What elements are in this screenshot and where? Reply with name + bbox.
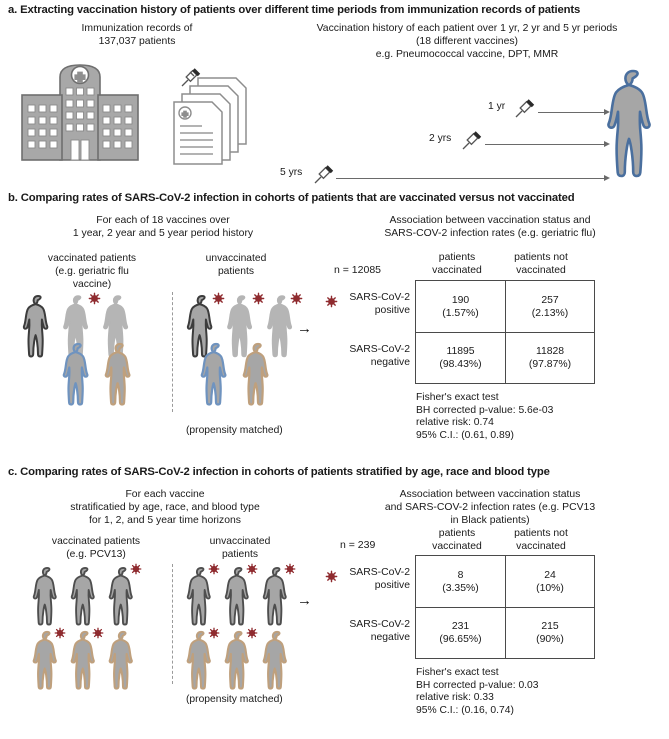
cell-count: 215 [541,621,559,632]
panel-b-title: b. Comparing rates of SARS-CoV-2 infection in cohorts of patients that are vaccinated versus not vaccinated [8,192,575,204]
panel-a-left-caption-line2: 137,037 patients [98,36,176,47]
cell-percent: (10%) [536,582,564,594]
panel-a-title: a. Extracting vaccination history of patients over different time periods from immunization records of patients [8,4,581,16]
panel-a-right-caption-line2: (18 different vaccines) [415,36,519,47]
cell-percent: (90%) [536,634,564,645]
cell-percent: (1.57%) [442,307,479,319]
stats-confidence-interval: 95% C.I.: (0.61, 0.89) [416,429,514,441]
row-header-line: SARS-CoV-2 [349,344,410,355]
panel-b-col-header-vaccinated [418,252,496,277]
panel-a [0,4,669,178]
table-cell [505,332,594,383]
cell-percent: (3.35%) [442,582,479,594]
col-header-line: patients [438,252,476,263]
hospital-icon [16,61,144,165]
cell-count: 11828 [535,346,565,357]
cohort-label-line: unvaccinated [209,536,271,547]
panel-c-title: c. Comparing rates of SARS-CoV-2 infection in cohorts of patients stratified by age, race and blood type [8,466,550,478]
panel-c-cohort-vaccinated-label [22,535,170,561]
table-cell [505,556,594,607]
panel-a-left-caption-line1: Immunization records of [81,23,193,34]
virus-icon [284,563,296,575]
person-icon-dark [186,566,216,626]
virus-icon [208,627,220,639]
panel-b-stats [416,392,553,442]
cell-count: 11895 [446,346,475,357]
stats-pvalue: BH corrected p-value: 0.03 [416,679,539,691]
stats-test-name: Fisher's exact test [416,392,499,403]
table-cell [505,281,594,332]
panel-c-col-header-not-vaccinated [497,528,585,553]
panel-b [0,192,669,441]
panel-a-right-caption-line1: Vaccination history of each patient over 1 yr, 2 yr and 5 yr periods [316,23,618,34]
panel-c-cohort-unvaccinated-label [180,535,300,561]
cell-count: 231 [451,621,470,632]
cell-count: 24 [544,569,556,581]
cohort-label-line: (e.g. geriatric flu [55,266,129,277]
panel-b-cohort-unvaccinated-label [176,252,296,278]
row-header-line: SARS-CoV-2 [349,292,410,303]
col-header-line: patients not [514,252,568,263]
person-icon-dark [32,566,62,626]
col-header-line: vaccinated [516,264,566,276]
cell-percent: (98.43%) [439,359,482,370]
cohort-label-line: vaccinated patients [47,253,137,264]
stats-relative-risk: relative risk: 0.74 [416,417,494,429]
timeline-line-5yrs [336,178,605,179]
timeline-label-2yrs: 2 yrs [429,133,452,144]
person-icon-tan [224,630,254,690]
timeline-line-2yrs [485,144,605,145]
cell-count: 8 [457,569,464,581]
stats-relative-risk: relative risk: 0.33 [416,692,494,704]
panel-c-right-caption-line1: Association between vaccination status [399,489,581,500]
panel-c-right-caption [330,488,650,527]
person-icon-tan [32,630,62,690]
table-cell [505,607,594,658]
syringe-icon [459,127,485,153]
person-icon-blue [62,342,94,406]
cell-percent: (96.65%) [439,634,482,645]
panel-c-flow-arrow: → [297,592,312,609]
panel-b-cohort-vaccinated-label [22,252,162,291]
panel-c-stats [416,667,538,717]
cohort-label-line: patients [221,549,259,560]
person-icon-dark [22,294,54,358]
col-header-line: vaccinated [516,540,566,552]
panel-c-row-header-positive [334,567,410,592]
panel-c-left-caption [20,488,310,527]
row-header-line: negative [370,631,410,643]
panel-c-row-header-negative [334,619,410,644]
panel-b-row-header-positive [334,292,410,317]
panel-c-left-caption-line2: stratificatied by age, race, and blood type [70,502,260,513]
panel-c-sample-size: n = 239 [340,539,376,551]
panel-c-left-caption-line3: for 1, 2, and 5 year time horizons [89,515,241,526]
panel-b-right-caption [330,214,650,240]
syringe-icon [311,161,337,187]
cohort-divider [172,564,173,684]
panel-b-flow-arrow: → [297,320,312,337]
panel-b-propensity-note: (propensity matched) [186,425,283,436]
virus-icon [130,563,142,575]
cohort-label-line: vaccine) [72,279,112,290]
panel-b-right-caption-line1: Association between vaccination status and [389,215,591,226]
panel-c-col-header-vaccinated [418,528,496,553]
panel-b-contingency-table [415,280,595,384]
cohort-label-line: unvaccinated [205,253,267,264]
person-icon-dark [262,566,292,626]
syringe-icon [512,95,538,121]
panel-a-left-caption [22,22,252,48]
cohort-divider [172,292,173,412]
col-header-line: vaccinated [432,264,482,276]
syringe-icon [178,64,204,90]
person-icon-dark [224,566,254,626]
virus-icon [252,292,265,305]
panel-a-right-caption-line3: e.g. Pneumococcal vaccine, DPT, MMR [375,49,559,60]
virus-icon [208,563,220,575]
person-icon-tan [186,630,216,690]
col-header-line: patients not [514,528,568,539]
stats-test-name: Fisher's exact test [416,667,499,678]
cohort-label-line: patients [217,266,255,277]
stats-confidence-interval: 95% C.I.: (0.16, 0.74) [416,704,514,716]
virus-icon [92,627,104,639]
table-cell [416,607,505,658]
stats-pvalue: BH corrected p-value: 5.6e-03 [416,404,554,416]
row-header-line: SARS-CoV-2 [349,567,410,578]
panel-c-left-caption-line1: For each vaccine [125,489,205,500]
cell-count: 190 [451,294,470,306]
cell-percent: (2.13%) [531,307,569,319]
person-icon-tan [108,630,138,690]
panel-b-right-caption-line2: SARS-COV-2 infection rates (e.g. geriatric flu) [384,228,596,239]
row-header-line: positive [374,579,410,591]
panel-c-contingency-table [415,555,595,659]
person-icon-tan [70,630,100,690]
panel-c-propensity-note: (propensity matched) [186,694,283,705]
panel-c-right-caption-line2: and SARS-COV-2 infection rates (e.g. PCV13 [384,502,596,513]
person-icon-tan [104,342,136,406]
cell-count: 257 [541,294,559,306]
person-icon-tan [242,342,274,406]
panel-b-row-header-negative [334,344,410,369]
person-icon-dark [108,566,138,626]
virus-icon [212,292,225,305]
panel-b-left-caption-line1: For each of 18 vaccines over [96,215,230,226]
col-header-line: patients [438,528,476,539]
panel-c [0,466,669,716]
timeline-line-1yr [538,112,605,113]
person-icon-dark [70,566,100,626]
row-header-line: positive [374,304,410,316]
panel-b-sample-size: n = 12085 [334,264,382,276]
panel-c-right-caption-line3: in Black patients) [450,515,530,526]
virus-icon [88,292,101,305]
panel-b-col-header-not-vaccinated [497,252,585,277]
row-header-line: negative [370,356,410,368]
timeline-label-5yrs: 5 yrs [280,167,303,178]
table-cell [416,281,505,332]
cohort-label-line: vaccinated patients [51,536,141,547]
virus-icon [54,627,66,639]
virus-icon [290,292,303,305]
person-icon-blue [200,342,232,406]
timeline-label-1yr: 1 yr [488,101,506,112]
table-cell [416,556,505,607]
virus-icon [246,563,258,575]
cohort-label-line: (e.g. PCV13) [66,549,126,560]
patient-body-icon [605,67,661,179]
col-header-line: vaccinated [432,540,482,552]
panel-b-left-caption-line2: 1 year, 2 year and 5 year period history [72,228,254,239]
person-icon-tan [262,630,292,690]
virus-icon [246,627,258,639]
row-header-line: SARS-CoV-2 [349,619,410,630]
panel-b-left-caption [28,214,298,240]
panel-a-right-caption [268,22,666,61]
table-cell [416,332,505,383]
cell-percent: (97.87%) [528,359,572,370]
